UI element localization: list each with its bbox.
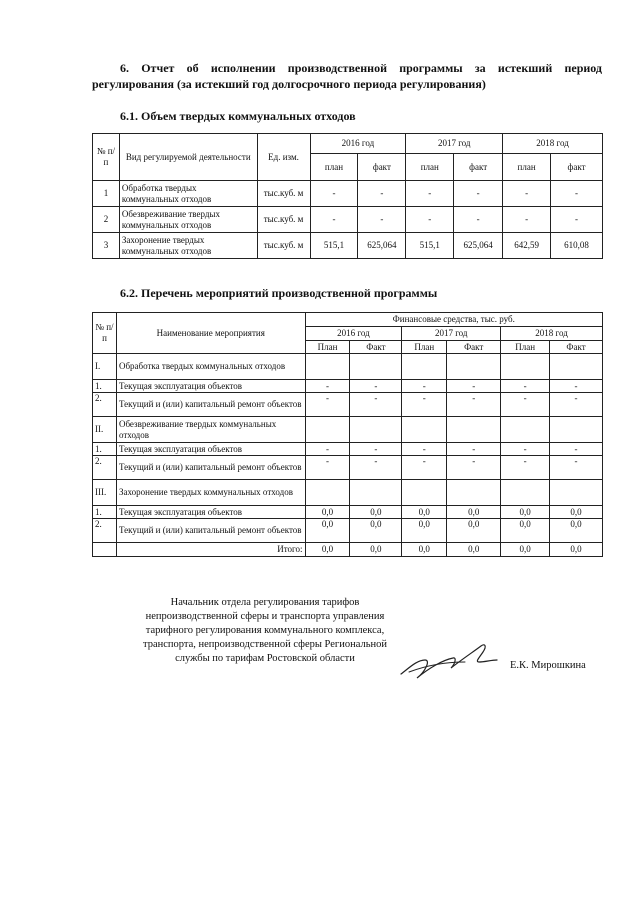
signatory-position-line: тарифного регулирования коммунального комплекса, — [145, 625, 385, 636]
cell-value: - — [310, 207, 358, 233]
cell-value — [402, 480, 447, 506]
cell-value: - — [550, 456, 603, 480]
signatory-position-line: транспорта, непроизводственной сферы Региональной — [142, 639, 387, 650]
cell-value: 610,08 — [551, 233, 603, 259]
header-fact: Факт — [550, 341, 603, 354]
header-plan: План — [305, 341, 350, 354]
cell-value: - — [305, 393, 350, 417]
header-fact: факт — [358, 154, 406, 181]
row-num: 2. — [93, 519, 117, 543]
measures-table — [92, 312, 603, 557]
row-unit: тыс.куб. м — [257, 207, 310, 233]
cell-value: - — [402, 380, 447, 393]
cell-value — [447, 480, 501, 506]
row-name: Захоронение твердых коммунальных отходов — [116, 480, 305, 506]
cell-value: 515,1 — [406, 233, 454, 259]
cell-value: - — [350, 380, 402, 393]
cell-value — [305, 480, 350, 506]
cell-value: - — [350, 393, 402, 417]
cell-value: - — [551, 181, 603, 207]
row-activity: Обезвреживание твердых коммунальных отходов — [119, 207, 257, 233]
cell-value: 0,0 — [501, 519, 550, 543]
header-fact: факт — [454, 154, 503, 181]
total-row — [93, 543, 603, 557]
row-num: 2 — [93, 207, 120, 233]
table-row — [93, 207, 603, 233]
cell-value: - — [447, 380, 501, 393]
cell-value — [402, 417, 447, 443]
row-name: Текущая эксплуатация объектов — [116, 506, 305, 519]
cell-value: - — [501, 443, 550, 456]
total-label: Итого: — [116, 543, 305, 557]
cell-value — [305, 417, 350, 443]
cell-value: - — [551, 207, 603, 233]
table-row — [93, 380, 603, 393]
header-fact: факт — [551, 154, 603, 181]
row-unit: тыс.куб. м — [257, 181, 310, 207]
total-value: 0,0 — [447, 543, 501, 557]
cell-value: - — [358, 181, 406, 207]
header-plan: план — [310, 154, 358, 181]
handwritten-signature — [395, 638, 500, 688]
row-num: 1. — [93, 443, 117, 456]
cell-value: - — [550, 443, 603, 456]
section-6-heading — [92, 60, 602, 92]
header-finance: Финансовые средства, тыс. руб. — [305, 313, 602, 327]
cell-value: 0,0 — [305, 506, 350, 519]
section-6-heading-line2: регулирования (за истекший год долгосрочного периода регулирования) — [92, 77, 486, 91]
header-year: 2018 год — [503, 134, 603, 154]
cell-value: - — [447, 456, 501, 480]
row-name: Текущая эксплуатация объектов — [116, 380, 305, 393]
cell-value: - — [402, 393, 447, 417]
row-num: II. — [93, 417, 117, 443]
signatory-position-line: непроизводственной сферы и транспорта управления — [145, 611, 385, 622]
table-row — [93, 443, 603, 456]
total-value: 0,0 — [501, 543, 550, 557]
cell-value — [350, 480, 402, 506]
header-year: 2017 год — [406, 134, 503, 154]
cell-value: - — [454, 181, 503, 207]
table-row — [93, 233, 603, 259]
cell-value — [305, 354, 350, 380]
header-num: № п/п — [93, 313, 117, 354]
cell-value — [350, 417, 402, 443]
total-value: 0,0 — [350, 543, 402, 557]
cell-value: 0,0 — [350, 519, 402, 543]
cell-value — [550, 354, 603, 380]
waste-volume-table — [92, 133, 603, 259]
header-year: 2017 год — [402, 327, 501, 341]
cell-value: 0,0 — [550, 506, 603, 519]
cell-value: - — [305, 380, 350, 393]
cell-value: - — [350, 443, 402, 456]
cell-value — [550, 480, 603, 506]
header-activity: Вид регулируемой деятельности — [119, 134, 257, 181]
cell-value: - — [550, 380, 603, 393]
cell-value: - — [402, 443, 447, 456]
cell-value — [501, 480, 550, 506]
cell-value — [501, 417, 550, 443]
cell-value: - — [501, 393, 550, 417]
cell-value: - — [402, 456, 447, 480]
header-year: 2018 год — [501, 327, 603, 341]
cell-value: - — [406, 207, 454, 233]
group-row — [93, 417, 603, 443]
cell-value: 642,59 — [503, 233, 551, 259]
section-6-heading-line1: 6. Отчет об исполнении производственной программы за истекший период — [120, 61, 602, 75]
cell-value: - — [447, 443, 501, 456]
cell-value: - — [358, 207, 406, 233]
signatory-position-line: Начальник отдела регулирования тарифов — [170, 597, 360, 608]
cell-value: - — [310, 181, 358, 207]
cell-value: - — [406, 181, 454, 207]
header-name: Наименование мероприятия — [116, 313, 305, 354]
cell-value — [550, 417, 603, 443]
table-row — [93, 393, 603, 417]
total-value: 0,0 — [402, 543, 447, 557]
header-fact: Факт — [447, 341, 501, 354]
section-6-2-title: 6.2. Перечень мероприятий производственной программы — [120, 286, 438, 300]
cell-value: - — [305, 443, 350, 456]
row-name: Обезвреживание твердых коммунальных отходов — [116, 417, 305, 443]
header-plan: План — [402, 341, 447, 354]
row-num: 1 — [93, 181, 120, 207]
header-fact: Факт — [350, 341, 402, 354]
header-plan: план — [503, 154, 551, 181]
cell-value: - — [454, 207, 503, 233]
section-6-1-title: 6.1. Объем твердых коммунальных отходов — [120, 109, 356, 123]
row-name: Текущая эксплуатация объектов — [116, 443, 305, 456]
cell-value: 0,0 — [447, 506, 501, 519]
cell-value: 515,1 — [310, 233, 358, 259]
table-row — [93, 506, 603, 519]
row-num: 1. — [93, 380, 117, 393]
signatory-position-line: службы по тарифам Ростовской области — [175, 653, 355, 664]
signatory-position — [120, 596, 410, 666]
cell-value — [447, 417, 501, 443]
cell-value: 625,064 — [358, 233, 406, 259]
cell-value: - — [350, 456, 402, 480]
header-year: 2016 год — [305, 327, 402, 341]
cell-value: - — [503, 207, 551, 233]
row-num: III. — [93, 480, 117, 506]
cell-value — [350, 354, 402, 380]
row-num: 2. — [93, 393, 117, 417]
cell-value — [501, 354, 550, 380]
row-name: Обработка твердых коммунальных отходов — [116, 354, 305, 380]
signatory-name: Е.К. Мирошкина — [510, 660, 586, 671]
cell-value: - — [550, 393, 603, 417]
table-row — [93, 181, 603, 207]
cell-value — [447, 354, 501, 380]
cell-value — [402, 354, 447, 380]
header-num: № п/п — [93, 134, 120, 181]
row-unit: тыс.куб. м — [257, 233, 310, 259]
row-name: Текущий и (или) капитальный ремонт объектов — [116, 393, 305, 417]
total-num — [93, 543, 117, 557]
cell-value: - — [501, 456, 550, 480]
row-activity: Захоронение твердых коммунальных отходов — [119, 233, 257, 259]
cell-value: 625,064 — [454, 233, 503, 259]
group-row — [93, 354, 603, 380]
cell-value: 0,0 — [305, 519, 350, 543]
cell-value: 0,0 — [350, 506, 402, 519]
total-value: 0,0 — [305, 543, 350, 557]
header-plan: план — [406, 154, 454, 181]
cell-value: - — [503, 181, 551, 207]
header-plan: План — [501, 341, 550, 354]
row-num: 3 — [93, 233, 120, 259]
cell-value: 0,0 — [550, 519, 603, 543]
table-row — [93, 456, 603, 480]
row-name: Текущий и (или) капитальный ремонт объектов — [116, 456, 305, 480]
cell-value: - — [501, 380, 550, 393]
group-row — [93, 480, 603, 506]
row-name: Текущий и (или) капитальный ремонт объектов — [116, 519, 305, 543]
cell-value: - — [447, 393, 501, 417]
total-value: 0,0 — [550, 543, 603, 557]
header-year: 2016 год — [310, 134, 406, 154]
row-num: 1. — [93, 506, 117, 519]
cell-value: 0,0 — [402, 519, 447, 543]
header-unit: Ед. изм. — [257, 134, 310, 181]
cell-value: 0,0 — [501, 506, 550, 519]
table-row — [93, 519, 603, 543]
cell-value: 0,0 — [447, 519, 501, 543]
row-activity: Обработка твердых коммунальных отходов — [119, 181, 257, 207]
row-num: 2. — [93, 456, 117, 480]
cell-value: 0,0 — [402, 506, 447, 519]
row-num: I. — [93, 354, 117, 380]
cell-value: - — [305, 456, 350, 480]
